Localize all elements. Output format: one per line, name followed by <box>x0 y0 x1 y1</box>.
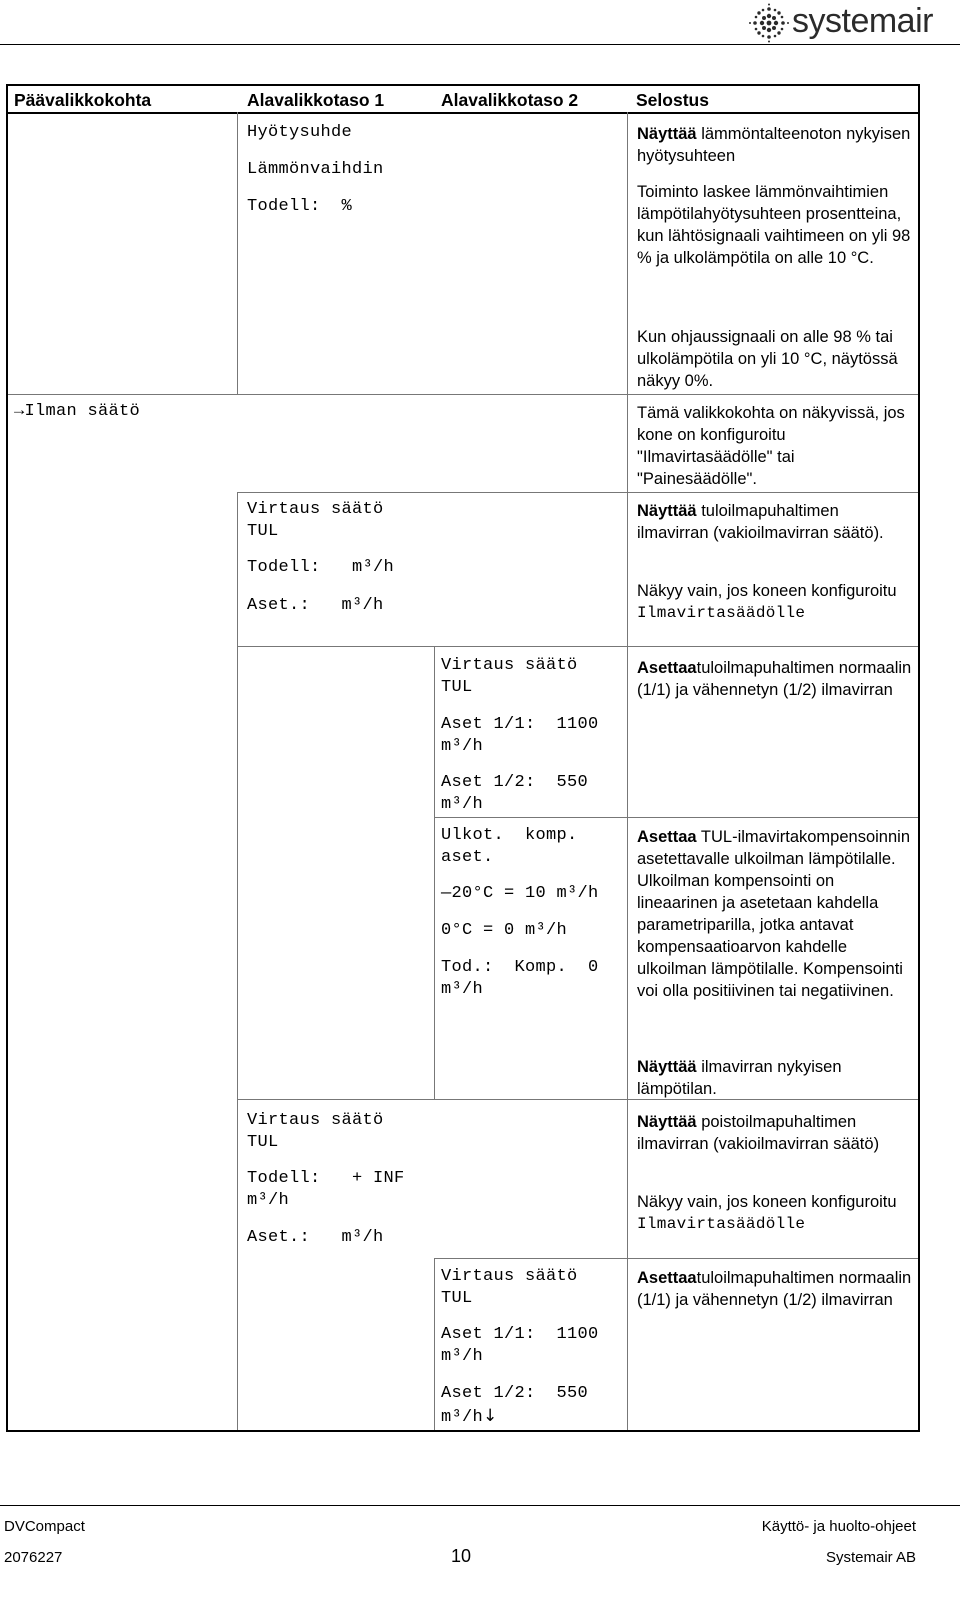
desc-ulkot-komp: Asettaa TUL-ilmavirtakompensoinnin asetettavalle ulkoilman lämpötilalle. Ulkoilman kompensointi on lineaarinen ja asetetaan kahdella parametriparilla, jotka antavat kompensaatioarvon kahdelle ulkoilman lämpötilalle. Kompensointi voi olla positiivinen tai negatiivinen. <box>637 828 910 1000</box>
setting-komp-minus-20[interactable]: —20°C = 10 m³/h <box>441 884 599 903</box>
menu-text-virtaus-saato: Virtaus säätö <box>247 1111 384 1130</box>
desc-virtaus-tul-visibility: Näkyy vain, jos koneen konfiguroitu Ilmavirtasäädölle <box>637 582 897 622</box>
menu-text-hyotysuhde: Hyötysuhde <box>247 123 353 142</box>
setting-aset-1-2[interactable]: Aset 1/2: 550 <box>441 773 589 792</box>
header-submenu-1: Alavalikkotaso 1 <box>247 90 385 110</box>
row-divider <box>237 492 918 493</box>
footer-rule <box>0 1505 960 1506</box>
arrow-right-icon: → <box>14 402 25 421</box>
setting-aset-1-1[interactable]: Aset 1/1: 1100 <box>441 715 599 734</box>
menu-text-tul: TUL <box>441 1289 473 1308</box>
desc-ulkot-komp-display: Näyttää ilmavirran nykyisen lämpötilan. <box>637 1058 842 1098</box>
desc-hyotysuhde-zero: Kun ohjaussignaali on alle 98 % tai ulkolämpötila on yli 10 °C, näytössä näkyy 0%. <box>637 328 898 390</box>
menu-text-todell-flow: Todell: m³/h <box>247 558 395 577</box>
desc-virtaus-tul-display: Näyttää tuloilmapuhaltimen ilmavirran (vakioilmavirran säätö). <box>637 502 884 542</box>
desc-aset-tul: Asettaatuloilmapuhaltimen normaalin (1/1) ja vähennetyn (1/2) ilmavirran <box>637 1269 912 1309</box>
column-divider <box>237 492 238 1430</box>
menu-text-tul: TUL <box>247 522 279 541</box>
desc-aset-tul: Asettaatuloilmapuhaltimen normaalin (1/1) ja vähennetyn (1/2) ilmavirran <box>637 659 912 699</box>
desc-virtaus-pol-display: Näyttää poistoilmapuhaltimen ilmavirran (vakioilmavirran säätö) <box>637 1113 880 1153</box>
footer-company: Systemair AB <box>825 1549 916 1566</box>
footer-doc-number: 2076227 <box>4 1549 63 1566</box>
menu-text-unit: m³/h <box>441 980 484 999</box>
column-divider <box>434 1258 435 1430</box>
desc-virtaus-pol-visibility: Näkyy vain, jos koneen konfiguroitu Ilmavirtasäädölle <box>637 1193 897 1233</box>
menu-text-lammonvaihdin: Lämmönvaihdin <box>247 160 384 179</box>
menu-text-unit: m³/h <box>441 737 484 756</box>
menu-text-virtaus-saato: Virtaus säätö <box>441 1267 578 1286</box>
footer-doc-title: Käyttö- ja huolto-ohjeet <box>761 1518 916 1535</box>
menu-text-ulkot-komp: Ulkot. komp. <box>441 826 578 845</box>
menu-text-unit: m³/h <box>441 1347 484 1366</box>
setting-aset-1-2[interactable]: Aset 1/2: 550 <box>441 1384 589 1403</box>
row-divider <box>434 817 918 818</box>
menu-text-aset: aset. <box>441 848 494 867</box>
menu-text-tod-komp: Tod.: Komp. 0 <box>441 958 599 977</box>
column-divider <box>237 112 238 394</box>
header-description: Selostus <box>636 90 709 110</box>
desc-hyotysuhde-function: Toiminto laskee lämmönvaihtimien lämpötilahyötysuhteen prosentteina, kun lähtösignaali vaihtimeen on yli 98 % ja ulkolämpötila on alle 10 °C. <box>637 183 911 267</box>
menu-text-unit: m³/h <box>247 1191 290 1210</box>
menu-text-virtaus-saato: Virtaus säätö <box>247 500 384 519</box>
table-header-rule <box>6 112 920 114</box>
column-divider <box>627 112 628 1430</box>
column-divider <box>434 646 435 1099</box>
menu-item-ilman-saato[interactable]: →Ilman säätö <box>14 402 141 421</box>
brand-name: systemair <box>792 2 933 40</box>
menu-text-todell-percent: Todell: % <box>247 197 353 216</box>
menu-text-aset-flow: Aset.: m³/h <box>247 596 384 615</box>
menu-text-aset-flow: Aset.: m³/h <box>247 1228 384 1247</box>
row-divider <box>8 394 918 395</box>
header-main-menu: Päävalikkokohta <box>14 90 152 110</box>
setting-aset-1-1[interactable]: Aset 1/1: 1100 <box>441 1325 599 1344</box>
header-rule <box>0 44 960 45</box>
menu-text-tul: TUL <box>441 678 473 697</box>
row-divider <box>434 1258 918 1259</box>
desc-ilman-saato: Tämä valikkokohta on näkyvissä, jos kone on konfiguroitu "Ilmavirtasäädölle" tai "Painesäädölle". <box>637 404 905 488</box>
menu-text-unit-scroll: m³/h↓ <box>441 1406 498 1427</box>
menu-text-tul: TUL <box>247 1133 279 1152</box>
menu-text-unit: m³/h <box>441 795 484 814</box>
arrow-down-icon: ↓ <box>483 1406 498 1426</box>
systemair-logo-icon <box>748 3 790 43</box>
header-submenu-2: Alavalikkotaso 2 <box>441 90 579 110</box>
desc-hyotysuhde-display: Näyttää lämmöntalteenoton nykyisen hyötysuhteen <box>637 125 911 165</box>
setting-komp-0[interactable]: 0°C = 0 m³/h <box>441 921 568 940</box>
menu-text-todell-inf: Todell: + INF <box>247 1169 405 1188</box>
footer-product: DVCompact <box>4 1518 85 1535</box>
page-number: 10 <box>451 1546 472 1566</box>
menu-text-virtaus-saato: Virtaus säätö <box>441 656 578 675</box>
row-divider <box>237 646 918 647</box>
